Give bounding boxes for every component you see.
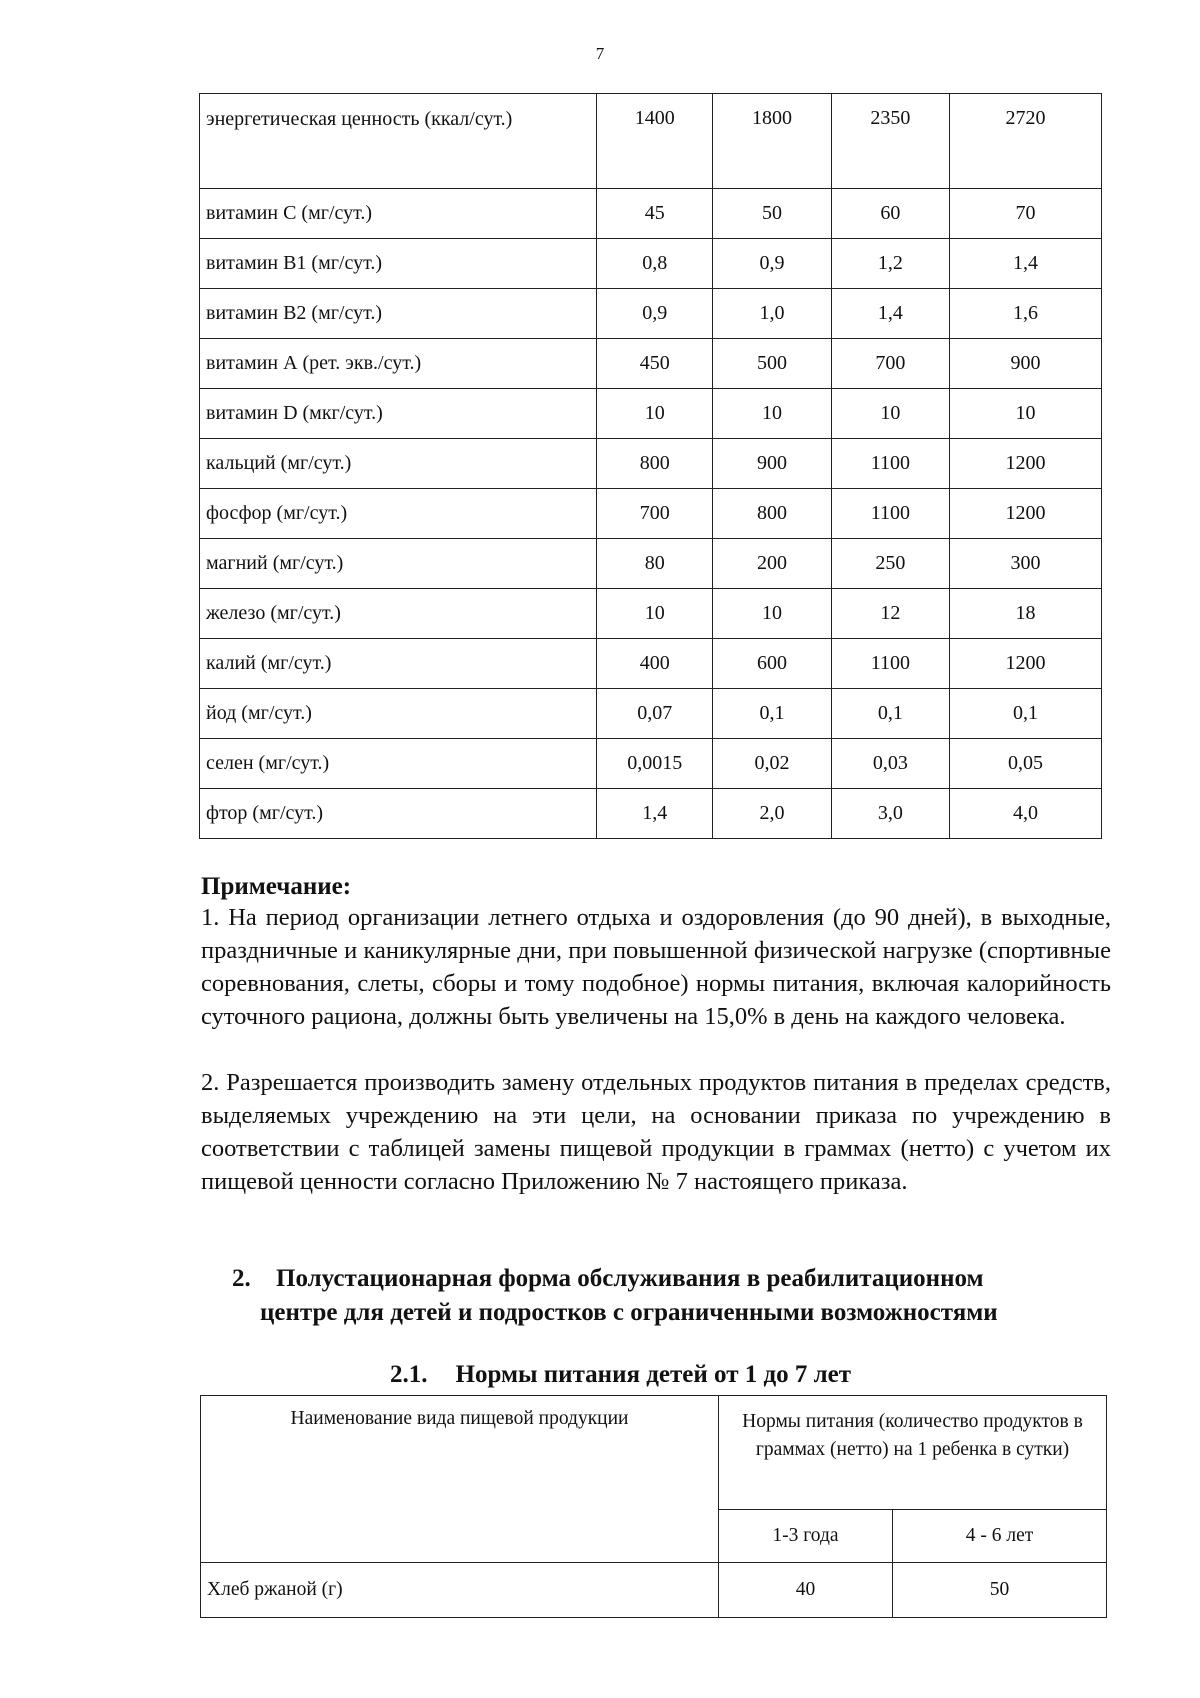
nutrient-value: 3,0 — [831, 789, 949, 839]
nutrient-value: 250 — [831, 539, 949, 589]
table-row — [201, 1563, 1107, 1618]
nutrient-label: кальций (мг/сут.) — [200, 439, 597, 489]
nutrient-value: 10 — [713, 389, 831, 439]
nutrient-value: 2,0 — [713, 789, 831, 839]
nutrient-label: энергетическая ценность (ккал/сут.) — [200, 94, 597, 189]
nutrient-value: 1400 — [597, 94, 713, 189]
nutrient-label: йод (мг/сут.) — [200, 689, 597, 739]
nutrient-value: 1,4 — [950, 239, 1102, 289]
subsection-heading — [390, 1361, 851, 1389]
nutrient-value: 2720 — [950, 94, 1102, 189]
nutrient-value: 1,2 — [831, 239, 949, 289]
norm-value-1-3: 40 — [719, 1563, 893, 1618]
nutrient-value: 60 — [831, 189, 949, 239]
header-product-name: Наименование вида пищевой продукции — [201, 1396, 719, 1563]
nutrient-value: 10 — [950, 389, 1102, 439]
nutrient-value: 400 — [597, 639, 713, 689]
page-number: 7 — [595, 44, 605, 63]
nutrient-value: 10 — [597, 589, 713, 639]
table-row — [200, 689, 1102, 739]
nutrient-label: витамин А (рет. экв./сут.) — [200, 339, 597, 389]
nutrient-value: 0,07 — [597, 689, 713, 739]
nutrient-value: 1,0 — [713, 289, 831, 339]
nutrient-value: 0,8 — [597, 239, 713, 289]
nutrient-value: 300 — [950, 539, 1102, 589]
nutrient-value: 45 — [597, 189, 713, 239]
norm-value-4-6: 50 — [893, 1563, 1107, 1618]
header-age-4-6: 4 - 6 лет — [893, 1510, 1107, 1563]
nutrient-value: 200 — [713, 539, 831, 589]
nutrient-label: витамин D (мкг/сут.) — [200, 389, 597, 439]
nutrient-label: фтор (мг/сут.) — [200, 789, 597, 839]
nutrient-value: 0,02 — [713, 739, 831, 789]
section-title-line-2: центре для детей и подростков с ограниченными возможностями — [260, 1299, 998, 1326]
product-name: Хлеб ржаной (г) — [201, 1563, 719, 1618]
food-norms-table — [200, 1395, 1107, 1618]
nutrient-label: витамин С (мг/сут.) — [200, 189, 597, 239]
nutrient-value: 800 — [597, 439, 713, 489]
table-row — [200, 589, 1102, 639]
nutrient-value: 10 — [831, 389, 949, 439]
nutrient-value: 1800 — [713, 94, 831, 189]
table-row — [200, 489, 1102, 539]
table-row — [200, 439, 1102, 489]
nutrient-value: 1100 — [831, 489, 949, 539]
nutrient-value: 1100 — [831, 439, 949, 489]
nutrient-value: 50 — [713, 189, 831, 239]
nutrient-value: 1,4 — [597, 789, 713, 839]
nutrient-value: 0,05 — [950, 739, 1102, 789]
table-row — [200, 189, 1102, 239]
nutrient-value: 700 — [831, 339, 949, 389]
nutrient-value: 0,1 — [831, 689, 949, 739]
nutrient-value: 800 — [713, 489, 831, 539]
nutrient-value: 10 — [713, 589, 831, 639]
nutrient-value: 4,0 — [950, 789, 1102, 839]
nutrient-norms-table — [199, 93, 1102, 839]
nutrient-value: 0,1 — [950, 689, 1102, 739]
table-row — [200, 639, 1102, 689]
table-row — [200, 239, 1102, 289]
nutrient-label: железо (мг/сут.) — [200, 589, 597, 639]
nutrient-value: 12 — [831, 589, 949, 639]
table-row — [200, 739, 1102, 789]
nutrient-value: 80 — [597, 539, 713, 589]
nutrient-value: 0,9 — [713, 239, 831, 289]
header-norms: Нормы питания (количество продуктов в граммах (нетто) на 1 ребенка в сутки) — [719, 1396, 1107, 1510]
table-row — [200, 289, 1102, 339]
section-title-line-1: Полустационарная форма обслуживания в реабилитационном — [276, 1265, 984, 1292]
nutrient-value: 70 — [950, 189, 1102, 239]
nutrient-label: фосфор (мг/сут.) — [200, 489, 597, 539]
nutrient-value: 1200 — [950, 489, 1102, 539]
section-number: 2. — [232, 1265, 251, 1292]
nutrient-value: 1200 — [950, 639, 1102, 689]
table-row — [200, 389, 1102, 439]
table-row — [200, 789, 1102, 839]
nutrient-value: 700 — [597, 489, 713, 539]
nutrient-value: 2350 — [831, 94, 949, 189]
table-row — [200, 94, 1102, 189]
section-2-heading — [232, 1262, 1112, 1330]
nutrient-value: 900 — [950, 339, 1102, 389]
nutrient-value: 0,1 — [713, 689, 831, 739]
nutrient-value: 0,9 — [597, 289, 713, 339]
header-age-1-3: 1-3 года — [719, 1510, 893, 1563]
nutrient-value: 1,6 — [950, 289, 1102, 339]
subsection-title: Нормы питания детей от 1 до 7 лет — [455, 1361, 852, 1388]
nutrient-value: 600 — [713, 639, 831, 689]
nutrient-label: селен (мг/сут.) — [200, 739, 597, 789]
table-row — [200, 539, 1102, 589]
table-row — [200, 339, 1102, 389]
nutrient-label: витамин В1 (мг/сут.) — [200, 239, 597, 289]
note-item-2: 2. Разрешается производить замену отдельных продуктов питания в пределах средств, выделяемых учреждению на эти цели, на основании приказа по учреждению в соответствии с таблицей замены пищевой продукции в граммах (нетто) с учетом их пищевой ценности согласно Приложению № 7 настоящего приказа. — [201, 1069, 1111, 1195]
nutrient-value: 0,03 — [831, 739, 949, 789]
nutrient-label: калий (мг/сут.) — [200, 639, 597, 689]
nutrient-value: 0,0015 — [597, 739, 713, 789]
nutrient-value: 900 — [713, 439, 831, 489]
note-item-1: 1. На период организации летнего отдыха и оздоровления (до 90 дней), в выходные, праздничные и каникулярные дни, при повышенной физической нагрузке (спортивные соревнования, слеты, сборы и тому подобное) нормы питания, включая калорийность суточного рациона, должны быть увеличены на 15,0% в день на каждого человека. — [201, 904, 1111, 1030]
nutrient-value: 500 — [713, 339, 831, 389]
nutrient-value: 1,4 — [831, 289, 949, 339]
nutrient-value: 1100 — [831, 639, 949, 689]
note-title: Примечание: — [201, 873, 352, 900]
nutrient-value: 18 — [950, 589, 1102, 639]
subsection-number: 2.1. — [390, 1361, 428, 1388]
nutrient-value: 10 — [597, 389, 713, 439]
nutrient-label: витамин В2 (мг/сут.) — [200, 289, 597, 339]
nutrient-value: 1200 — [950, 439, 1102, 489]
nutrient-value: 450 — [597, 339, 713, 389]
nutrient-label: магний (мг/сут.) — [200, 539, 597, 589]
